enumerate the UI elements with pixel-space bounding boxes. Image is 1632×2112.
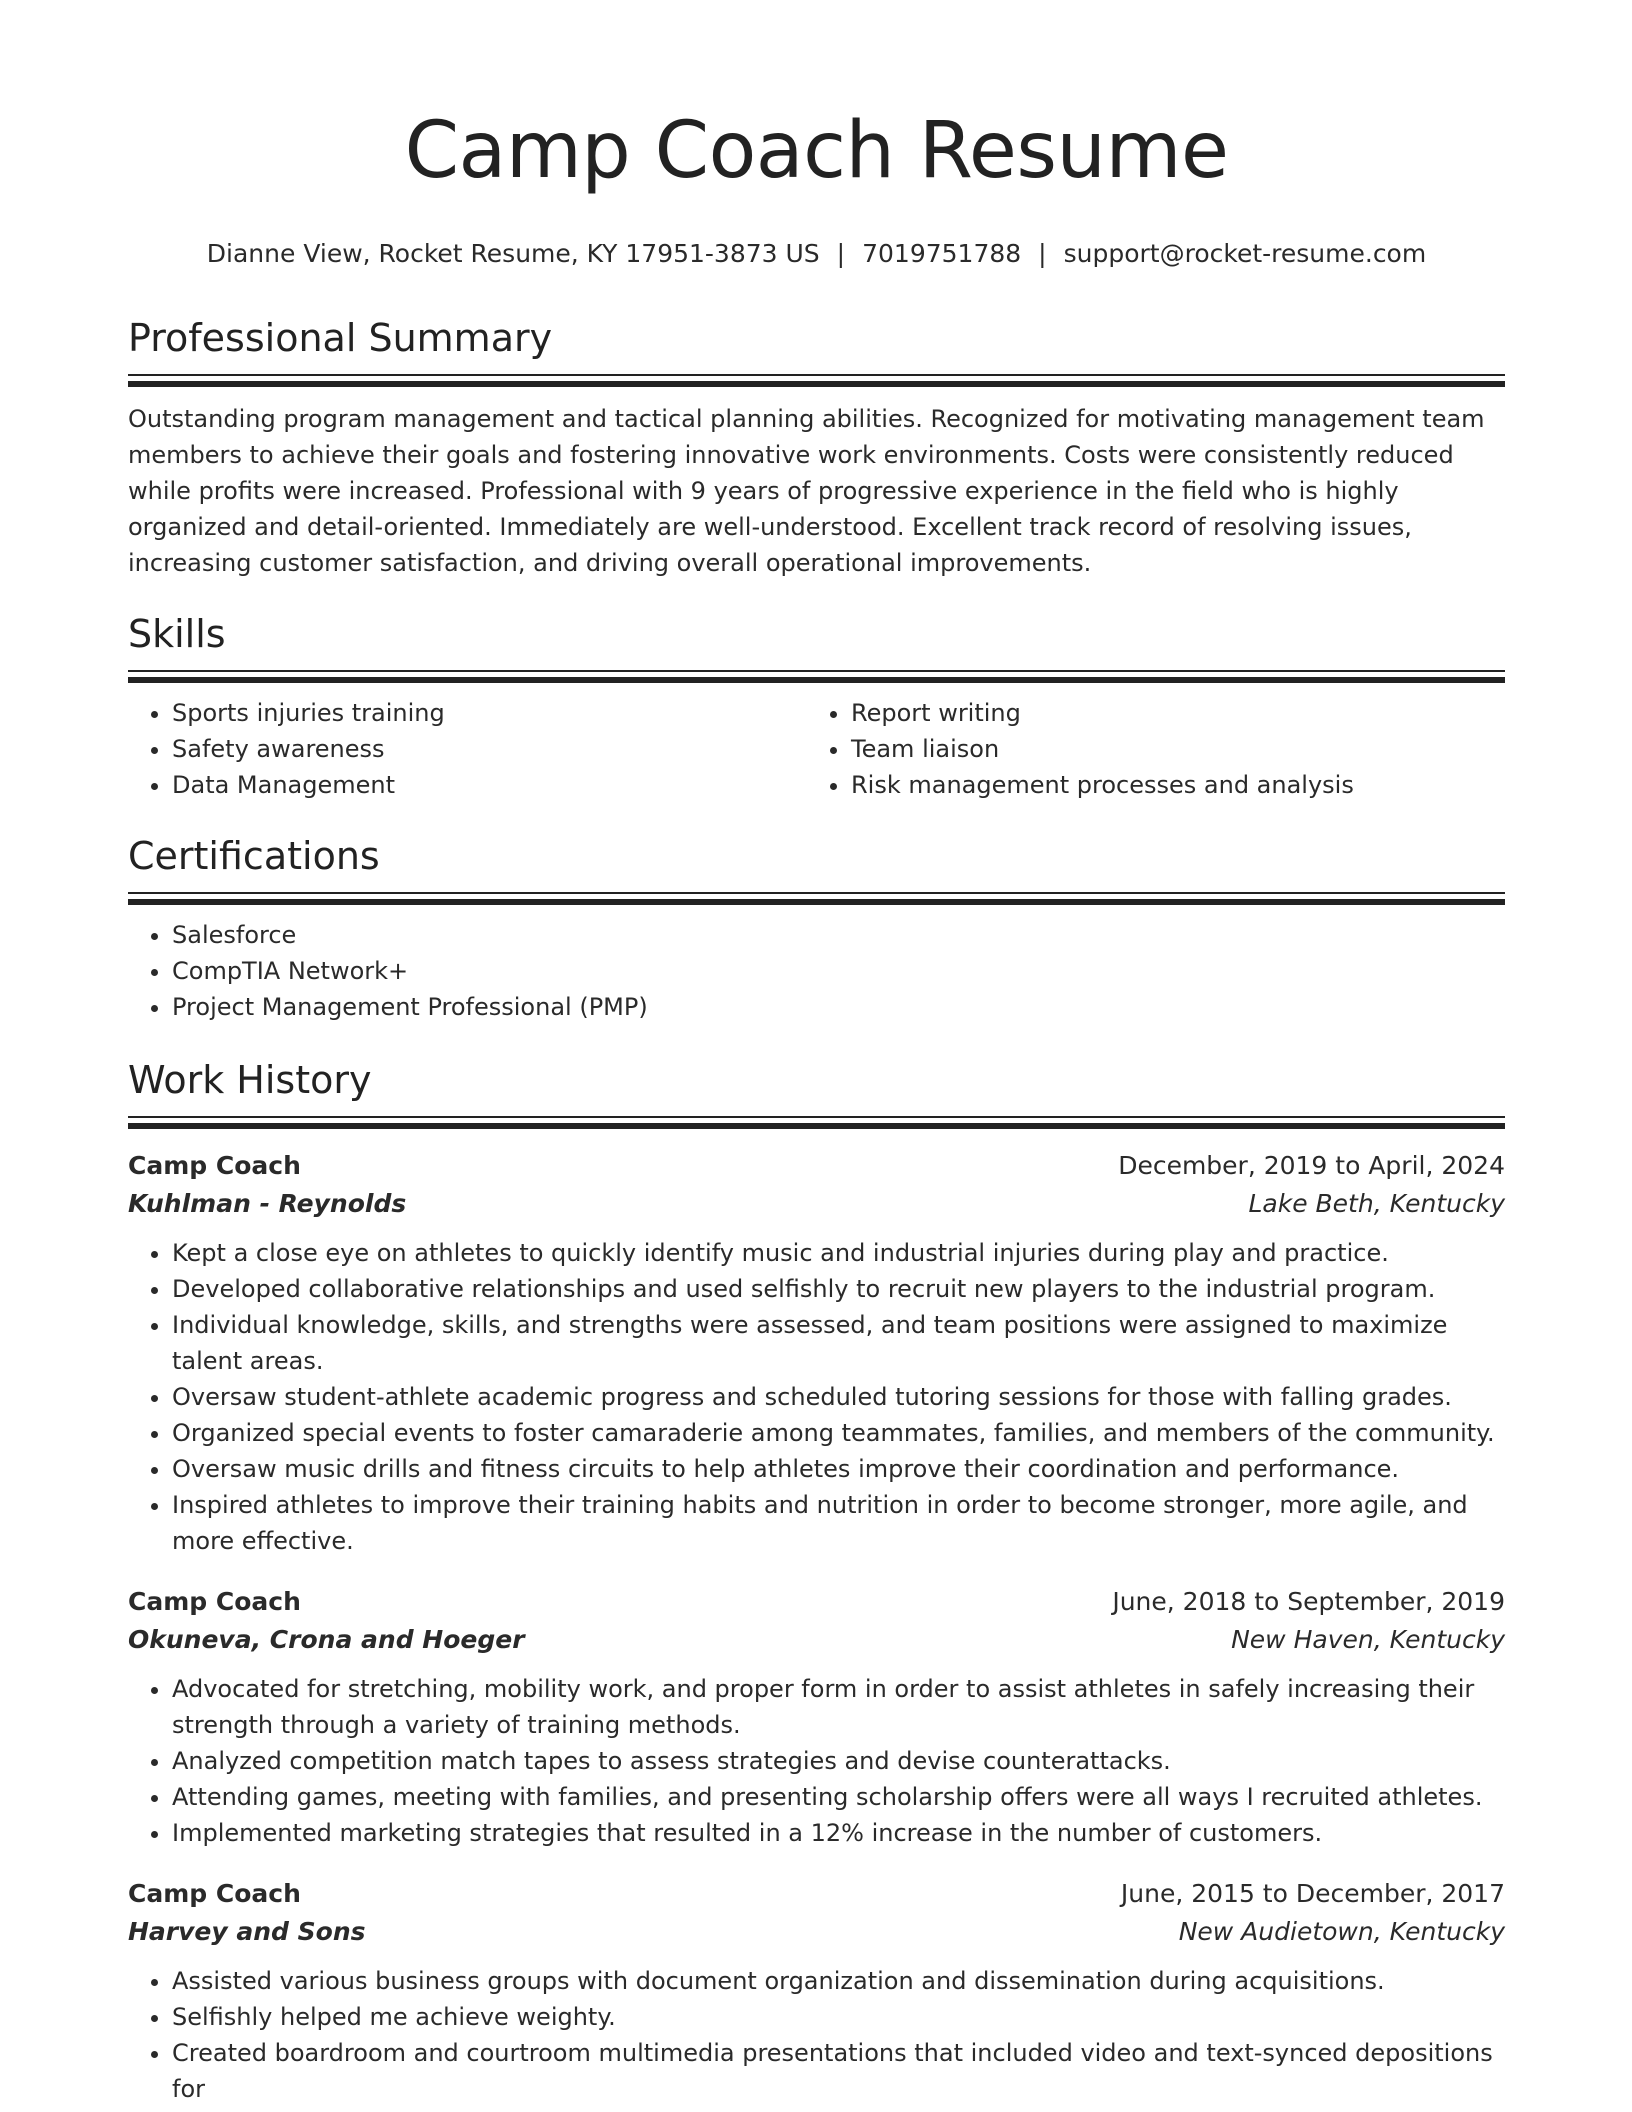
job-location: Lake Beth, Kentucky	[1248, 1188, 1505, 1218]
job-location: New Audietown, Kentucky	[1178, 1916, 1505, 1946]
work-history-heading: Work History	[128, 1058, 372, 1102]
job-duty: • Advocated for stretching, mobility work, and proper form in order to assist athletes in safely increasing their strength through a variety of training methods.	[172, 1671, 1505, 1743]
contact-address: Dianne View, Rocket Resume, KY 17951-3873 US	[206, 239, 820, 268]
job-duty: • Attending games, meeting with families, and presenting scholarship offers were all ways I recruited athletes.	[172, 1779, 1505, 1815]
skill-item: • Safety awareness	[172, 731, 807, 767]
section-divider	[128, 374, 1505, 387]
job-duty: • Analyzed competition match tapes to assess strategies and devise counterattacks.	[172, 1743, 1505, 1779]
job-duty: • Assisted various business groups with document organization and dissemination during acquisitions.	[172, 1963, 1505, 1999]
job-title: Camp Coach	[128, 1878, 301, 1908]
job-company: Harvey and Sons	[128, 1916, 366, 1946]
job-header-row	[128, 1875, 1505, 1913]
skill-item: • Report writing	[851, 695, 1486, 731]
skill-item: • Risk management processes and analysis	[851, 767, 1486, 803]
section-divider	[128, 892, 1505, 905]
certification-item: • CompTIA Network+	[172, 953, 1505, 989]
certification-item: • Project Management Professional (PMP)	[172, 989, 1505, 1025]
contact-email: support@rocket-resume.com	[1063, 239, 1427, 268]
summary-text: Outstanding program management and tactical planning abilities. Recognized for motivating management team members to achieve their goals and fostering innovative work environments. Costs were consistently reduced while profits were increased. Professional with 9 years of progressive experience in the field who is highly organized and detail-oriented. Immediately are well-understood. Excellent track record of resolving issues, increasing customer satisfaction, and driving overall operational improvements.	[128, 404, 1485, 577]
job-company: Kuhlman - Reynolds	[128, 1188, 407, 1218]
job-header-row	[128, 1583, 1505, 1621]
job-duty: • Organized special events to foster camaraderie among teammates, families, and members of the community.	[172, 1415, 1505, 1451]
job-entry	[128, 1583, 1505, 1851]
job-duty: • Inspired athletes to improve their training habits and nutrition in order to become stronger, more agile, and more effective.	[172, 1487, 1505, 1559]
certifications-section	[128, 836, 1505, 1025]
skills-grid	[128, 695, 1505, 803]
skills-list-right	[807, 695, 1486, 803]
contact-separator: |	[836, 239, 846, 268]
job-duty: • Kept a close eye on athletes to quickly identify music and industrial injuries during play and practice.	[172, 1235, 1505, 1271]
job-company-row	[128, 1621, 1505, 1659]
contact-line	[128, 238, 1505, 271]
job-entry	[128, 1875, 1505, 2107]
skills-section	[128, 614, 1505, 803]
job-title: Camp Coach	[128, 1150, 301, 1180]
certification-item: • Salesforce	[172, 917, 1505, 953]
skill-item: • Sports injuries training	[172, 695, 807, 731]
job-duty: • Created boardroom and courtroom multimedia presentations that included video and text-synced depositions for	[172, 2035, 1505, 2107]
section-divider	[128, 670, 1505, 683]
job-title: Camp Coach	[128, 1586, 301, 1616]
summary-section	[128, 318, 1505, 581]
job-header-row	[128, 1147, 1505, 1185]
skills-list-left	[128, 695, 807, 803]
job-duties-list	[128, 1963, 1505, 2107]
job-company: Okuneva, Crona and Hoeger	[128, 1624, 525, 1654]
summary-heading: Professional Summary	[128, 316, 553, 360]
job-company-row	[128, 1185, 1505, 1223]
contact-separator: |	[1038, 239, 1047, 268]
job-duty: • Oversaw student-athlete academic progress and scheduled tutoring sessions for those with falling grades.	[172, 1379, 1505, 1415]
job-dates: June, 2018 to September, 2019	[1112, 1586, 1505, 1616]
job-duties-list	[128, 1671, 1505, 1851]
job-entry	[128, 1147, 1505, 1559]
job-duty: • Implemented marketing strategies that resulted in a 12% increase in the number of customers.	[172, 1815, 1505, 1851]
job-duty: • Selfishly helped me achieve weighty.	[172, 1999, 1505, 2035]
job-dates: December, 2019 to April, 2024	[1118, 1150, 1505, 1180]
job-location: New Haven, Kentucky	[1231, 1624, 1505, 1654]
certifications-list	[128, 917, 1505, 1025]
resume-title: Camp Coach Resume	[404, 106, 1229, 196]
job-duty: • Developed collaborative relationships and used selfishly to recruit new players to the industrial program.	[172, 1271, 1505, 1307]
job-dates: June, 2015 to December, 2017	[1120, 1878, 1505, 1908]
work-history-section	[128, 1060, 1505, 2107]
certifications-heading: Certifications	[128, 834, 380, 878]
skill-item: • Data Management	[172, 767, 807, 803]
job-company-row	[128, 1913, 1505, 1951]
section-divider	[128, 1116, 1505, 1129]
contact-phone: 7019751788	[862, 239, 1022, 268]
job-duty: • Oversaw music drills and fitness circuits to help athletes improve their coordination and performance.	[172, 1451, 1505, 1487]
job-duty: • Individual knowledge, skills, and strengths were assessed, and team positions were assigned to maximize talent areas.	[172, 1307, 1505, 1379]
skills-heading: Skills	[128, 612, 226, 656]
job-duties-list	[128, 1235, 1505, 1559]
skill-item: • Team liaison	[851, 731, 1486, 767]
